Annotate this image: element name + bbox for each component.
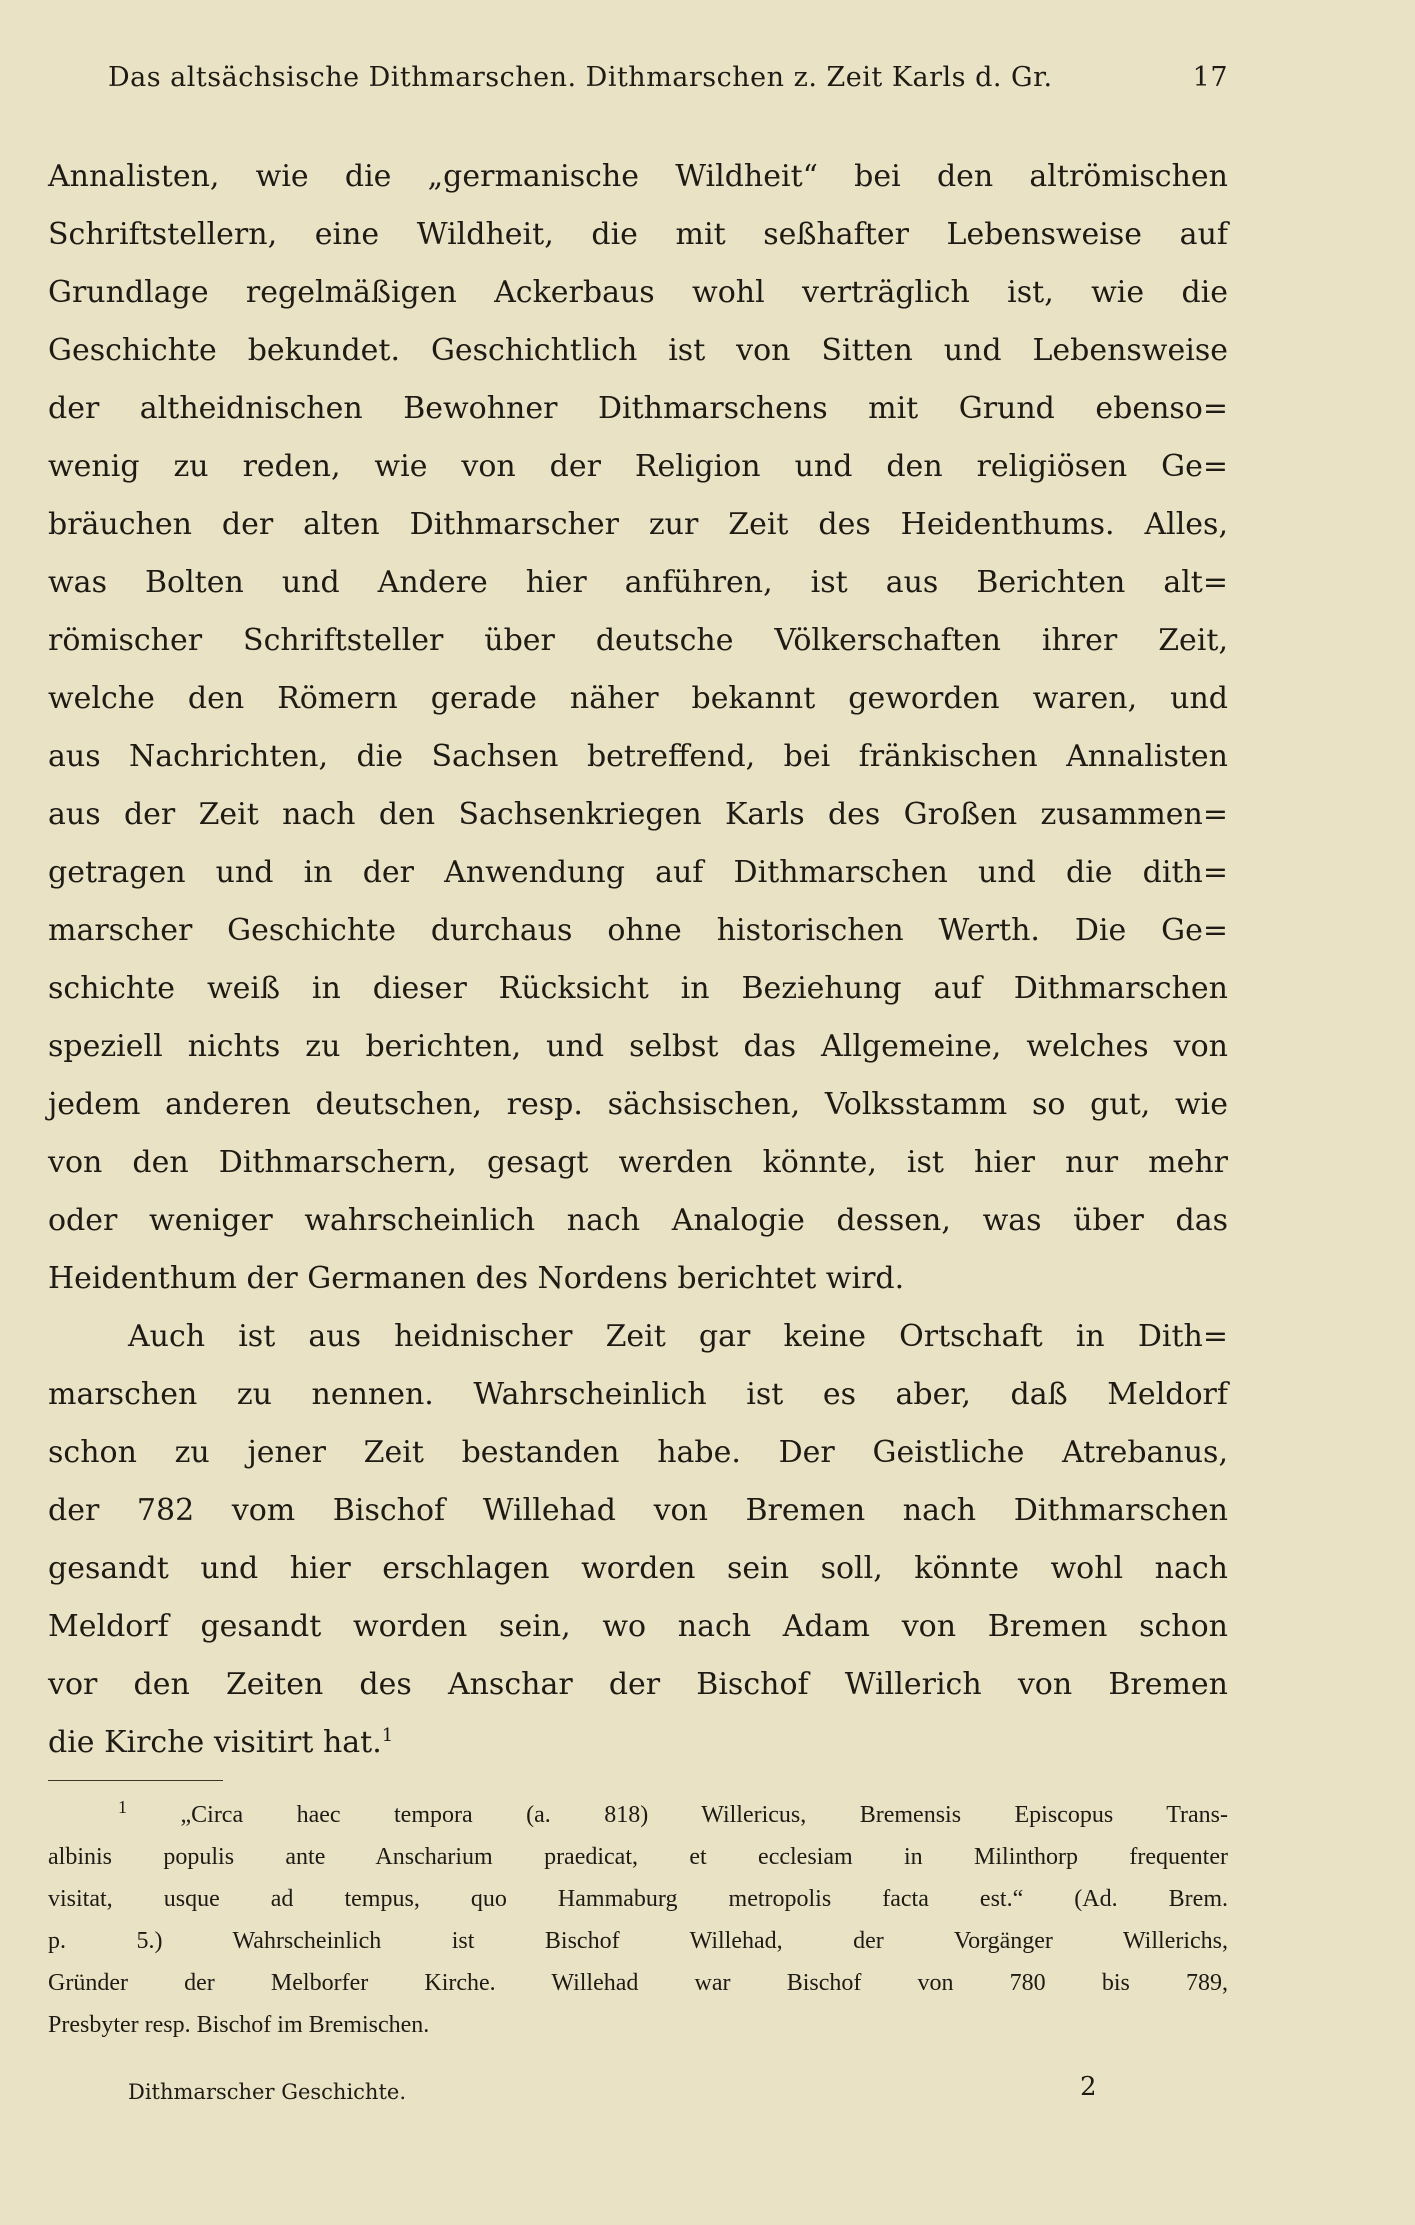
footnote-line: p. 5.) Wahrscheinlich ist Bischof Willehad, der Vorgänger Willerichs, <box>48 1928 1228 1954</box>
text-line: gesandt und hier erschlagen worden sein soll, könnte wohl nach <box>48 1551 1228 1586</box>
text-line <box>48 1714 1228 1772</box>
footnote-line: albinis populis ante Anscharium praedicat, et ecclesiam in Milinthorp frequenter <box>48 1844 1228 1870</box>
text-line: Annalisten, wie die „germanische Wildheit“ bei den altrömischen <box>48 159 1228 194</box>
footnote-line: Presbyter resp. Bischof im Bremischen. <box>48 2012 430 2038</box>
text-line: Auch ist aus heidnischer Zeit gar keine Ortschaft in Dith= <box>128 1319 1228 1354</box>
text-line-content: die Kirche visitirt hat. <box>48 1725 382 1760</box>
text-line: oder weniger wahrscheinlich nach Analogie dessen, was über das <box>48 1203 1228 1238</box>
footnote-line: visitat, usque ad tempus, quo Hammaburg metropolis facta est.“ (Ad. Brem. <box>48 1886 1228 1912</box>
text-line: aus Nachrichten, die Sachsen betreffend, bei fränkischen Annalisten <box>48 739 1228 774</box>
text-line: bräuchen der alten Dithmarscher zur Zeit des Heidenthums. Alles, <box>48 507 1228 542</box>
paragraph-1 <box>48 148 1228 1308</box>
text-line: schichte weiß in dieser Rücksicht in Beziehung auf Dithmarschen <box>48 971 1228 1006</box>
footnote-reference[interactable]: 1 <box>381 1725 394 1746</box>
footnote-line: Gründer der Melborfer Kirche. Willehad war Bischof von 780 bis 789, <box>48 1970 1228 1996</box>
text-line: von den Dithmarschern, gesagt werden könnte, ist hier nur mehr <box>48 1145 1228 1180</box>
text-line: Geschichte bekundet. Geschichtlich ist von Sitten und Lebensweise <box>48 333 1228 368</box>
footnote <box>48 1794 1228 2046</box>
sheet-number: 2 <box>1080 2072 1097 2102</box>
text-line: der 782 vom Bischof Willehad von Bremen nach Dithmarschen <box>48 1493 1228 1528</box>
text-line: marschen zu nennen. Wahrscheinlich ist es aber, daß Meldorf <box>48 1377 1228 1412</box>
text-line: vor den Zeiten des Anschar der Bischof Willerich von Bremen <box>48 1667 1228 1702</box>
text-line: wenig zu reden, wie von der Religion und den religiösen Ge= <box>48 449 1228 484</box>
main-text <box>48 148 1228 1772</box>
page-number: 17 <box>1192 62 1228 93</box>
text-line: getragen und in der Anwendung auf Dithmarschen und die dith= <box>48 855 1228 890</box>
running-head <box>108 62 1228 93</box>
signature-line: Dithmarscher Geschichte. <box>128 2080 407 2104</box>
paragraph-2 <box>48 1308 1228 1772</box>
footnote-marker: 1 <box>118 1797 127 1817</box>
running-head-title: Das altsächsische Dithmarschen. Dithmarschen z. Zeit Karls d. Gr. <box>108 62 1053 93</box>
text-line: aus der Zeit nach den Sachsenkriegen Karls des Großen zusammen= <box>48 797 1228 832</box>
text-line: der altheidnischen Bewohner Dithmarschens mit Grund ebenso= <box>48 391 1228 426</box>
text-line: Schriftstellern, eine Wildheit, die mit seßhafter Lebensweise auf <box>48 217 1228 252</box>
text-line: Heidenthum der Germanen des Nordens berichtet wird. <box>48 1261 905 1296</box>
footnote-divider <box>48 1780 223 1781</box>
text-line: römischer Schriftsteller über deutsche Völkerschaften ihrer Zeit, <box>48 623 1228 658</box>
text-line: speziell nichts zu berichten, und selbst das Allgemeine, welches von <box>48 1029 1228 1064</box>
footnote-line-content: „Circa haec tempora (a. 818) Willericus, Bremensis Episcopus Trans- <box>180 1802 1229 1828</box>
text-line: marscher Geschichte durchaus ohne historischen Werth. Die Ge= <box>48 913 1228 948</box>
text-line: schon zu jener Zeit bestanden habe. Der Geistliche Atrebanus, <box>48 1435 1228 1470</box>
text-line: Grundlage regelmäßigen Ackerbaus wohl verträglich ist, wie die <box>48 275 1228 310</box>
text-line: welche den Römern gerade näher bekannt geworden waren, und <box>48 681 1228 716</box>
footnote-line <box>48 1794 1228 1836</box>
text-line: Meldorf gesandt worden sein, wo nach Adam von Bremen schon <box>48 1609 1228 1644</box>
text-line: was Bolten und Andere hier anführen, ist aus Berichten alt= <box>48 565 1228 600</box>
text-line: jedem anderen deutschen, resp. sächsischen, Volksstamm so gut, wie <box>48 1087 1228 1122</box>
